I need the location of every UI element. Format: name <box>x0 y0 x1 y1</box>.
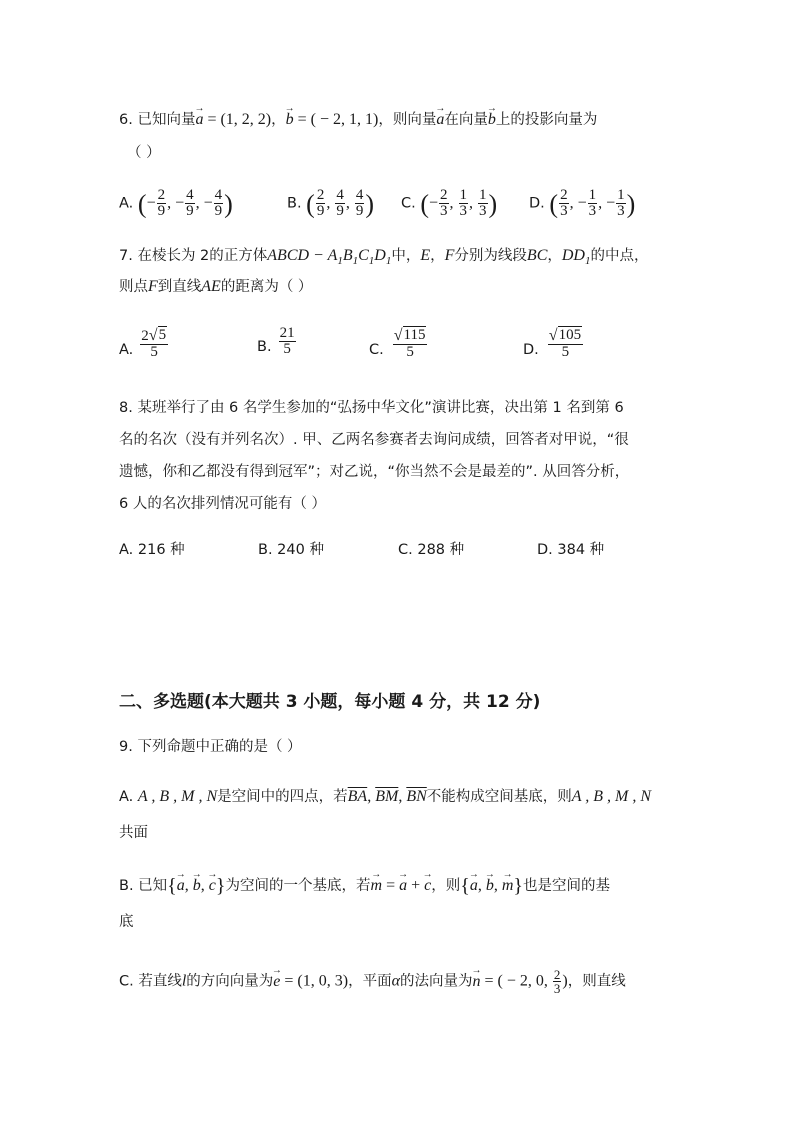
vector-b-ref: → b <box>488 110 496 130</box>
q9-option-a-line1 <box>119 787 651 807</box>
option-label: D. <box>529 195 545 212</box>
vector-b-value: = ( − 2, 1, 1) <box>293 111 379 128</box>
option-text: 为空间的一个基底，若 <box>225 878 371 894</box>
q6-option-b <box>287 188 374 220</box>
option-text: 的方向向量为 <box>186 973 274 990</box>
q7-option-a <box>119 326 169 360</box>
left-paren: ( <box>137 189 147 219</box>
fraction <box>559 188 569 219</box>
q9-option-b-line1 <box>119 876 610 896</box>
segment-part: DD <box>561 247 585 264</box>
denominator: 5 <box>406 344 414 360</box>
vector-a-ref: → a <box>436 110 444 130</box>
numerator: 2 <box>316 187 325 203</box>
right-paren: ) <box>488 189 498 219</box>
denominator: 3 <box>617 203 625 219</box>
sign: − <box>429 194 439 212</box>
sqrt <box>394 326 427 343</box>
vector-b: → b <box>486 876 494 896</box>
sqrt <box>549 326 582 343</box>
separator: , − <box>598 194 616 212</box>
q7-tail: 的中点， <box>590 248 649 264</box>
numerator <box>393 326 428 345</box>
option-text: ，则 <box>431 878 461 894</box>
left-paren: ( <box>549 189 559 219</box>
vector-a: → a <box>470 876 478 896</box>
equals: = <box>382 877 400 894</box>
right-paren: ) <box>626 189 636 219</box>
option-label: A. <box>119 342 134 358</box>
q9-option-b-line2: 底 <box>119 914 134 930</box>
numerator: 2 <box>560 187 568 203</box>
fraction <box>316 188 326 219</box>
fraction <box>214 188 224 219</box>
left-brace: { <box>460 875 470 897</box>
numerator: 2 <box>553 967 561 982</box>
separator: , <box>449 194 458 212</box>
fraction <box>157 188 167 219</box>
numerator: 21 <box>279 325 295 341</box>
right-paren: ) <box>365 189 375 219</box>
q8-line: 8. 某班举行了由 6 名学生参加的“弘扬中华文化”演讲比赛，决出第 1 名到第 6 <box>119 400 624 416</box>
q8-line: 名的名次（没有并列名次）. 甲、乙两名参赛者去询问成绩，回答者对甲说，“很 <box>119 432 629 448</box>
option-text: ，则直线 <box>567 973 626 990</box>
separator: ， <box>547 248 562 264</box>
fraction <box>553 968 562 995</box>
vector-e: → e <box>273 972 280 992</box>
separator: , <box>326 194 335 212</box>
subscript: 1 <box>352 255 359 268</box>
q6-option-a <box>119 188 233 220</box>
option-text: 不能构成空间基底，则 <box>426 789 572 805</box>
radical-sign: √ <box>548 327 558 344</box>
separator: , − <box>569 194 587 212</box>
numerator: 4 <box>214 187 223 203</box>
cube-part: B <box>342 247 353 264</box>
coefficient: 2 <box>141 328 149 344</box>
left-paren: ( <box>306 189 315 219</box>
denominator: 3 <box>459 203 468 219</box>
numerator: 4 <box>355 187 364 203</box>
denominator: 3 <box>588 203 597 219</box>
radical-sign: √ <box>148 327 158 344</box>
vector-e-value: = (1, 0, 3) <box>280 972 349 990</box>
sqrt <box>149 326 167 343</box>
q8-option-d: D. 384 种 <box>537 542 605 558</box>
separator: ， <box>430 248 445 264</box>
numerator <box>140 326 168 345</box>
numerator: 2 <box>440 187 448 203</box>
q6-tail: 上的投影向量为 <box>495 112 598 128</box>
vector-a: → a <box>177 876 185 896</box>
numerator: 4 <box>186 187 194 203</box>
radicand: 5 <box>158 327 167 343</box>
fraction <box>279 326 296 357</box>
vector-bn: $\overline{BN}$ <box>406 788 427 805</box>
numerator: 4 <box>336 187 344 203</box>
q7-option-d <box>523 326 584 360</box>
denominator: 9 <box>157 203 166 219</box>
denominator: 9 <box>186 203 194 219</box>
segment-dd1 <box>561 247 591 268</box>
cube-part: D <box>374 247 386 264</box>
denominator: 3 <box>479 203 487 219</box>
q9-stem: 9. 下列命题中正确的是（ ） <box>119 739 302 755</box>
separator: , − <box>195 194 213 212</box>
points-list: A , B , M , N <box>571 788 652 805</box>
sign: − <box>146 194 156 212</box>
radical-sign: √ <box>393 327 403 344</box>
vector-a-value: = (1, 2, 2) <box>203 111 272 128</box>
plane-alpha: α <box>391 972 400 990</box>
fraction <box>355 188 365 219</box>
fraction <box>439 188 449 219</box>
point-f: F <box>148 278 158 295</box>
separator: , <box>477 877 486 894</box>
vector-b: → b <box>193 876 201 896</box>
q6-comma: ， <box>271 112 286 128</box>
section-title: 二、多选题(本大题共 3 小题，每小题 4 分，共 12 分) <box>119 692 541 712</box>
q7-prefix: 7. 在棱长为 2的正方体 <box>119 248 268 264</box>
subscript: 1 <box>584 255 591 268</box>
radicand: 105 <box>558 327 582 343</box>
q7-option-b <box>257 326 297 357</box>
numerator: 1 <box>479 187 487 203</box>
right-brace: } <box>513 875 524 897</box>
q8-option-a: A. 216 种 <box>119 542 185 558</box>
points-list: A , B , M , N <box>137 788 218 805</box>
separator: , <box>200 877 209 894</box>
fraction <box>478 188 488 219</box>
cube-part: C <box>358 247 369 264</box>
q7-mid2: 分别为线段 <box>454 248 527 264</box>
left-paren: ( <box>420 189 430 219</box>
vector-n-value: ) <box>562 972 568 990</box>
cube-part: ABCD − A <box>267 247 338 264</box>
option-label: C. <box>369 342 384 358</box>
option-text: 是空间中的四点，若 <box>217 789 348 805</box>
separator: , <box>367 788 376 805</box>
right-brace: } <box>215 875 226 897</box>
option-text: 的法向量为 <box>400 973 473 990</box>
option-label: B. 已知 <box>119 878 168 894</box>
option-label: A. <box>119 195 134 212</box>
numerator: 1 <box>588 187 597 203</box>
fraction <box>185 188 195 219</box>
fraction <box>140 326 168 360</box>
q7-line2 <box>119 277 312 297</box>
numerator <box>548 326 583 345</box>
denominator: 9 <box>316 203 325 219</box>
vector-b: → b <box>286 110 294 130</box>
vector-m: → m <box>502 876 514 896</box>
q6-mid2: 在向量 <box>444 112 488 128</box>
radicand: 115 <box>403 327 426 343</box>
fraction <box>335 188 345 219</box>
vector-a: → a <box>195 110 203 130</box>
q6-line1 <box>119 110 597 130</box>
subscript: 1 <box>385 255 392 268</box>
plus: + <box>407 877 425 894</box>
left-brace: { <box>167 875 177 897</box>
separator: , <box>398 788 407 805</box>
line-ae: AE <box>201 278 221 295</box>
option-text: 也是空间的基 <box>523 878 611 894</box>
option-label: D. <box>523 342 539 358</box>
denominator: 9 <box>336 203 344 219</box>
q8-option-b: B. 240 种 <box>258 542 324 558</box>
q7-line2-prefix: 则点 <box>119 279 148 295</box>
q7-line2-mid: 到直线 <box>157 279 202 295</box>
option-text: ，平面 <box>348 973 392 990</box>
numerator: 1 <box>617 187 625 203</box>
option-label: B. <box>257 339 272 355</box>
vector-c: → c <box>424 876 431 896</box>
subscript: 1 <box>368 255 375 268</box>
right-paren: ) <box>224 189 233 219</box>
numerator: 1 <box>459 187 468 203</box>
q8-line: 6 人的名次排列情况可能有（ ） <box>119 496 326 512</box>
vector-c: → c <box>209 876 216 896</box>
denominator: 3 <box>553 981 561 996</box>
denominator: 3 <box>560 203 568 219</box>
numerator: 2 <box>157 187 166 203</box>
separator: , <box>184 877 193 894</box>
separator: , <box>345 194 354 212</box>
option-label: B. <box>287 195 302 212</box>
vector-n: → n <box>473 972 481 992</box>
q7-mid: 中， <box>391 248 421 264</box>
separator: , − <box>167 194 185 212</box>
segment-bc: BC <box>526 247 548 264</box>
cube-name <box>267 247 392 268</box>
denominator: 5 <box>150 344 158 360</box>
q8-option-c: C. 288 种 <box>398 542 465 558</box>
fraction <box>588 188 598 219</box>
separator: , <box>469 194 478 212</box>
vector-bm: $\overline{BM}$ <box>375 788 399 805</box>
q7-line2-tail: 的距离为（ ） <box>220 279 313 295</box>
denominator: 5 <box>561 344 570 360</box>
q9-option-c-line1 <box>119 968 626 995</box>
denominator: 9 <box>214 203 223 219</box>
option-label: C. <box>401 195 416 212</box>
line-l: l <box>181 972 187 990</box>
option-label: C. 若直线 <box>119 973 182 990</box>
option-label: A. <box>119 789 138 805</box>
q9-option-a-line2: 共面 <box>119 825 148 841</box>
q6-prefix: 6. 已知向量 <box>119 112 196 128</box>
q6-option-d <box>529 188 635 220</box>
q8-line: 遗憾，你和乙都没有得到冠军”；对乙说，“你当然不会是最差的”. 从回答分析， <box>119 464 630 480</box>
q6-option-c <box>401 188 497 220</box>
vector-a: → a <box>399 876 407 896</box>
fraction <box>459 188 469 219</box>
q6-mid: ，则向量 <box>378 112 437 128</box>
vector-ba: $\overline{BA}$ <box>347 788 368 805</box>
denominator: 9 <box>355 203 364 219</box>
denominator: 5 <box>283 341 291 357</box>
separator: , <box>493 877 502 894</box>
vector-n-value: = ( − 2, 0, <box>480 972 552 990</box>
q7-option-c <box>369 326 428 360</box>
fraction <box>548 326 583 360</box>
fraction <box>393 326 428 360</box>
q6-answer-paren: （ ） <box>127 145 161 161</box>
vector-m: → m <box>371 876 383 896</box>
point-f: F <box>444 247 455 264</box>
point-e: E <box>420 247 431 264</box>
subscript: 1 <box>337 255 343 268</box>
fraction <box>616 188 626 219</box>
denominator: 3 <box>440 203 448 219</box>
q7-line1 <box>119 246 648 271</box>
